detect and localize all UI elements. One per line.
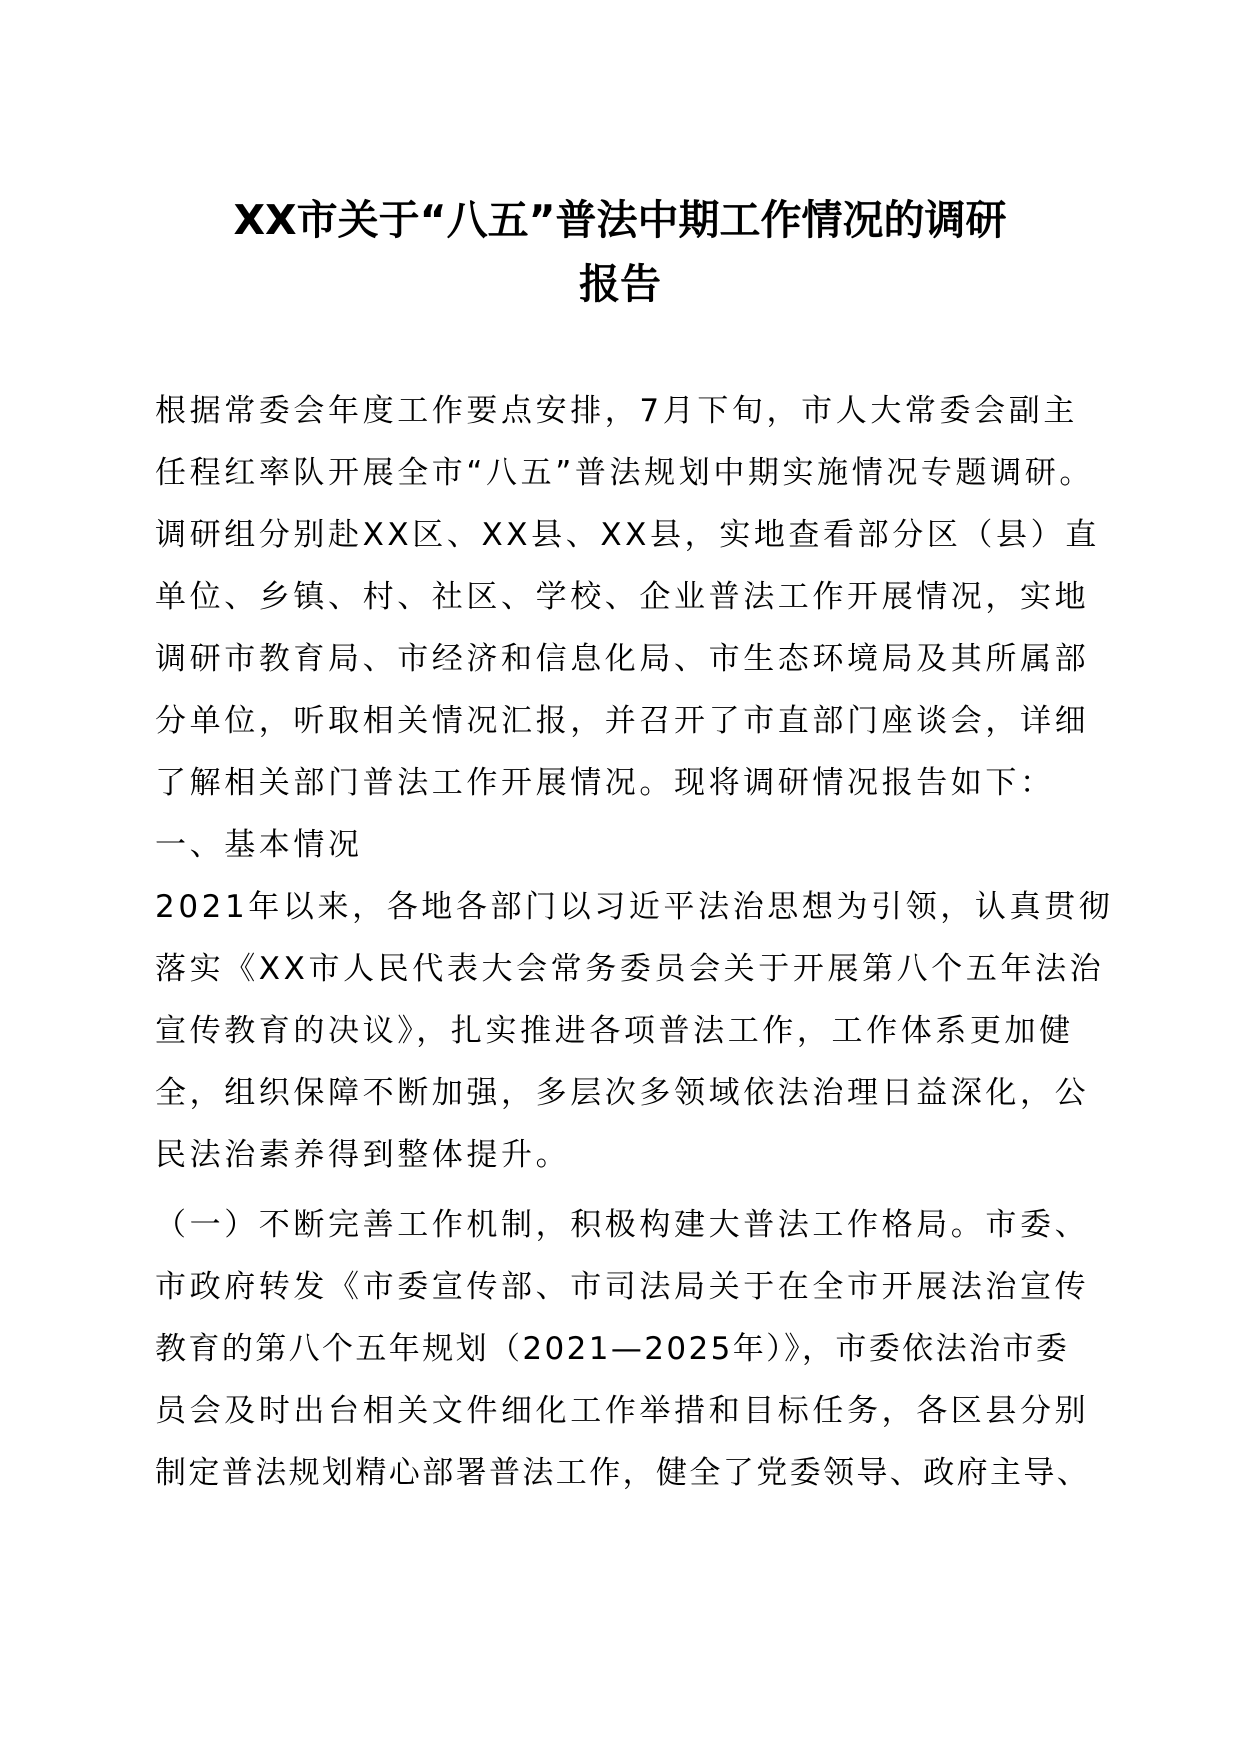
- body-line: 调研市教育局、市经济和信息化局、市生态环境局及其所属部: [155, 641, 1090, 677]
- body-line: 根据常委会年度工作要点安排，7月下旬，市人大常委会副主: [155, 393, 1078, 429]
- body-line: 全，组织保障不断加强，多层次多领域依法治理日益深化，公: [155, 1075, 1090, 1111]
- body-line: 制定普法规划精心部署普法工作，健全了党委领导、政府主导、: [155, 1455, 1091, 1491]
- body-line: 了解相关部门普法工作开展情况。现将调研情况报告如下：: [155, 765, 1055, 801]
- body-line: 市政府转发《市委宣传部、市司法局关于在全市开展法治宣传: [155, 1269, 1090, 1305]
- title-line-1: XX市关于“八五”普法中期工作情况的调研: [233, 196, 1007, 244]
- document-title: [140, 188, 1100, 316]
- body-line: 宣传教育的决议》，扎实推进各项普法工作，工作体系更加健: [155, 1013, 1074, 1049]
- body-line: 任程红率队开展全市“八五”普法规划中期实施情况专题调研。: [155, 455, 1094, 491]
- section-heading: 一、基本情况: [155, 827, 363, 863]
- body-line: 教育的第八个五年规划（2021—2025年）》，市委依法治市委: [155, 1331, 1070, 1367]
- body-line: 民法治素养得到整体提升。: [155, 1137, 571, 1173]
- document-body: [155, 380, 1115, 1504]
- subsection-line: （一）不断完善工作机制，积极构建大普法工作格局。市委、: [155, 1207, 1090, 1243]
- body-line: 员会及时出台相关文件细化工作举措和目标任务，各区县分别: [155, 1393, 1090, 1429]
- body-line: 2021年以来，各地各部门以习近平法治思想为引领，认真贯彻: [155, 889, 1114, 925]
- body-line: 落实《XX市人民代表大会常务委员会关于开展第八个五年法治: [155, 951, 1105, 987]
- body-line: 分单位，听取相关情况汇报，并召开了市直部门座谈会，详细: [155, 703, 1090, 739]
- body-line: 单位、乡镇、村、社区、学校、企业普法工作开展情况，实地: [155, 579, 1090, 615]
- body-line: 调研组分别赴XX区、XX县、XX县，实地查看部分区（县）直: [155, 517, 1100, 553]
- title-line-2: 报告: [579, 260, 661, 308]
